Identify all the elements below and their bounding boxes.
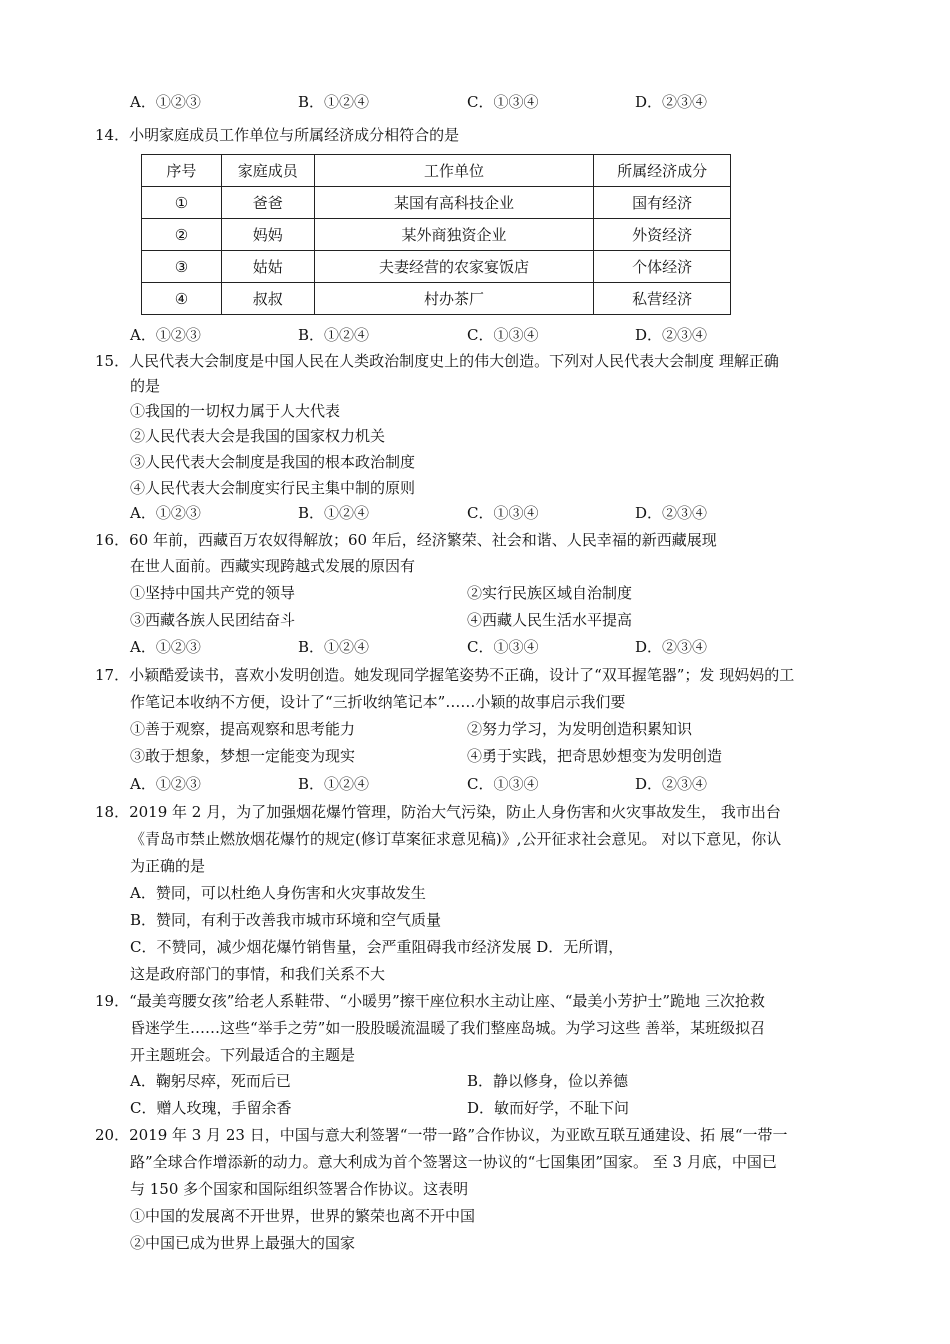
- table-cell: 妈妈: [221, 219, 314, 251]
- q19-stem-line3: 开主题班会。下列最适合的主题是: [130, 1046, 356, 1064]
- q18-option-d-cont: 这是政府部门的事情，和我们关系不大: [130, 965, 386, 983]
- table-header-cell: 所属经济成分: [594, 155, 731, 187]
- q17-stem-line2: 作笔记本收纳不方便，设计了“三折收纳笔记本”……小颖的故事启示我们要: [130, 693, 626, 711]
- q16-items-row2: [130, 610, 850, 630]
- q16-option-a[interactable]: A．①②③: [130, 638, 201, 656]
- q14-table: [141, 154, 731, 315]
- q20-item-2: ②中国已成为世界上最强大的国家: [130, 1234, 356, 1252]
- q16-stem-line2: 在世人面前。西藏实现跨越式发展的原因有: [130, 557, 416, 575]
- q16-option-d[interactable]: D．②③④: [635, 638, 708, 656]
- q13-options: [130, 92, 850, 112]
- table-header-cell: 家庭成员: [221, 155, 314, 187]
- table-header-row: [142, 155, 731, 187]
- q17-items-row1: [130, 719, 850, 739]
- table-cell: 爸爸: [221, 187, 314, 219]
- q16-stem-line1: 16．60 年前，西藏百万农奴得解放；60 年后，经济繁荣、社会和谐、人民幸福的新西藏展现: [95, 531, 717, 549]
- q19-option-c[interactable]: C．赠人玫瑰，手留余香: [130, 1099, 292, 1117]
- q13-option-c[interactable]: C．①③④: [467, 93, 539, 111]
- q14-option-c[interactable]: C．①③④: [467, 326, 539, 344]
- q17-options: [130, 774, 850, 794]
- q15-option-d[interactable]: D．②③④: [635, 504, 708, 522]
- table-header-cell: 序号: [142, 155, 222, 187]
- table-cell: 村办茶厂: [314, 283, 593, 315]
- table-cell: 某外商独资企业: [314, 219, 593, 251]
- q16-item-2: ②实行民族区域自治制度: [467, 584, 633, 602]
- q15-option-a[interactable]: A．①②③: [130, 504, 201, 522]
- q16-options: [130, 637, 850, 657]
- q14-stem: 14．小明家庭成员工作单位与所属经济成分相符合的是: [95, 126, 460, 144]
- q15-option-c[interactable]: C．①③④: [467, 504, 539, 522]
- q17-stem-line1: 17．小颖酷爱读书，喜欢小发明创造。她发现同学握笔姿势不正确，设计了“双耳握笔器”；发 现妈妈的工: [95, 666, 795, 684]
- q18-option-a[interactable]: A．赞同，可以杜绝人身伤害和火灾事故发生: [130, 884, 426, 902]
- q14-option-d[interactable]: D．②③④: [635, 326, 708, 344]
- q19-option-a[interactable]: A．鞠躬尽瘁，死而后已: [130, 1072, 291, 1090]
- q19-option-b[interactable]: B．静以修身，俭以养德: [467, 1072, 629, 1090]
- q15-stem-line1: 15．人民代表大会制度是中国人民在人类政治制度史上的伟大创造。下列对人民代表大会制度 理解正确: [95, 352, 779, 370]
- table-cell: ②: [142, 219, 222, 251]
- q16-option-c[interactable]: C．①③④: [467, 638, 539, 656]
- table-cell: ①: [142, 187, 222, 219]
- q17-items-row2: [130, 746, 850, 766]
- q15-item-4: ④人民代表大会制度实行民主集中制的原则: [130, 479, 416, 497]
- q16-item-1: ①坚持中国共产党的领导: [130, 584, 296, 602]
- table-cell: ④: [142, 283, 222, 315]
- q17-option-c[interactable]: C．①③④: [467, 775, 539, 793]
- q16-items-row1: [130, 583, 850, 603]
- q19-stem-line2: 昏迷学生……这些“举手之劳”如一股股暖流温暖了我们整座岛城。为学习这些 善举，某班级拟召: [130, 1019, 766, 1037]
- q17-item-4: ④勇于实践，把奇思妙想变为发明创造: [467, 747, 723, 765]
- q18-stem-line1: 18．2019 年 2 月，为了加强烟花爆竹管理，防治大气污染，防止人身伤害和火灾事故发生， 我市出台: [95, 803, 781, 821]
- q18-option-b[interactable]: B．赞同，有利于改善我市城市环境和空气质量: [130, 911, 442, 929]
- table-cell: 姑姑: [221, 251, 314, 283]
- q15-item-1: ①我国的一切权力属于人大代表: [130, 402, 341, 420]
- q17-item-2: ②努力学习，为发明创造积累知识: [467, 720, 693, 738]
- q17-item-3: ③敢于想象，梦想一定能变为现实: [130, 747, 356, 765]
- q15-option-b[interactable]: B．①②④: [298, 504, 370, 522]
- q17-option-d[interactable]: D．②③④: [635, 775, 708, 793]
- q17-option-b[interactable]: B．①②④: [298, 775, 370, 793]
- table-row: [142, 251, 731, 283]
- table-cell: 外资经济: [594, 219, 731, 251]
- q15-item-3: ③人民代表大会制度是我国的根本政治制度: [130, 453, 416, 471]
- table-cell: 私营经济: [594, 283, 731, 315]
- table-cell: 叔叔: [221, 283, 314, 315]
- table-cell: 国有经济: [594, 187, 731, 219]
- q17-option-a[interactable]: A．①②③: [130, 775, 201, 793]
- q18-stem-line3: 为正确的是: [130, 857, 206, 875]
- q19-option-d[interactable]: D．敏而好学，不耻下问: [467, 1099, 630, 1117]
- q20-item-1: ①中国的发展离不开世界，世界的繁荣也离不开中国: [130, 1207, 476, 1225]
- table-row: [142, 283, 731, 315]
- q14-option-b[interactable]: B．①②④: [298, 326, 370, 344]
- q13-option-a[interactable]: A．①②③: [130, 93, 201, 111]
- q15-stem-line2: 的是: [130, 377, 161, 395]
- table-cell: 夫妻经营的农家宴饭店: [314, 251, 593, 283]
- table-cell: 某国有高科技企业: [314, 187, 593, 219]
- q19-options-row2: [130, 1098, 850, 1118]
- q20-stem-line1: 20．2019 年 3 月 23 日，中国与意大利签署“一带一路”合作协议，为亚欧互联互通建设、拓 展“一带一: [95, 1126, 788, 1144]
- q17-item-1: ①善于观察，提高观察和思考能力: [130, 720, 356, 738]
- q19-options-row1: [130, 1071, 850, 1091]
- q13-option-b[interactable]: B．①②④: [298, 93, 370, 111]
- q13-option-d[interactable]: D．②③④: [635, 93, 708, 111]
- q14-options: [130, 325, 850, 345]
- table-cell: ③: [142, 251, 222, 283]
- table-row: [142, 219, 731, 251]
- q20-stem-line2: 路”全球合作增添新的动力。意大利成为首个签署这一协议的“七国集团”国家。 至 3 月底，中国已: [130, 1153, 777, 1171]
- table-row: [142, 187, 731, 219]
- table-header-cell: 工作单位: [314, 155, 593, 187]
- q18-stem-line2: 《青岛市禁止燃放烟花爆竹的规定(修订草案征求意见稿)》,公开征求社会意见。 对以下意见，你认: [130, 830, 782, 848]
- table-cell: 个体经济: [594, 251, 731, 283]
- q14-option-a[interactable]: A．①②③: [130, 326, 201, 344]
- q19-stem-line1: 19．“最美弯腰女孩”给老人系鞋带、“小暖男”擦干座位积水主动让座、“最美小芳护士”跪地 三次抢救: [95, 992, 765, 1010]
- q16-option-b[interactable]: B．①②④: [298, 638, 370, 656]
- q18-option-c-d[interactable]: C．不赞同，减少烟花爆竹销售量，会严重阻碍我市经济发展 D．无所谓，: [130, 938, 624, 956]
- q16-item-3: ③西藏各族人民团结奋斗: [130, 611, 296, 629]
- q16-item-4: ④西藏人民生活水平提高: [467, 611, 633, 629]
- q15-options: [130, 503, 850, 523]
- q20-stem-line3: 与 150 多个国家和国际组织签署合作协议。这表明: [130, 1180, 469, 1198]
- q15-item-2: ②人民代表大会是我国的国家权力机关: [130, 427, 386, 445]
